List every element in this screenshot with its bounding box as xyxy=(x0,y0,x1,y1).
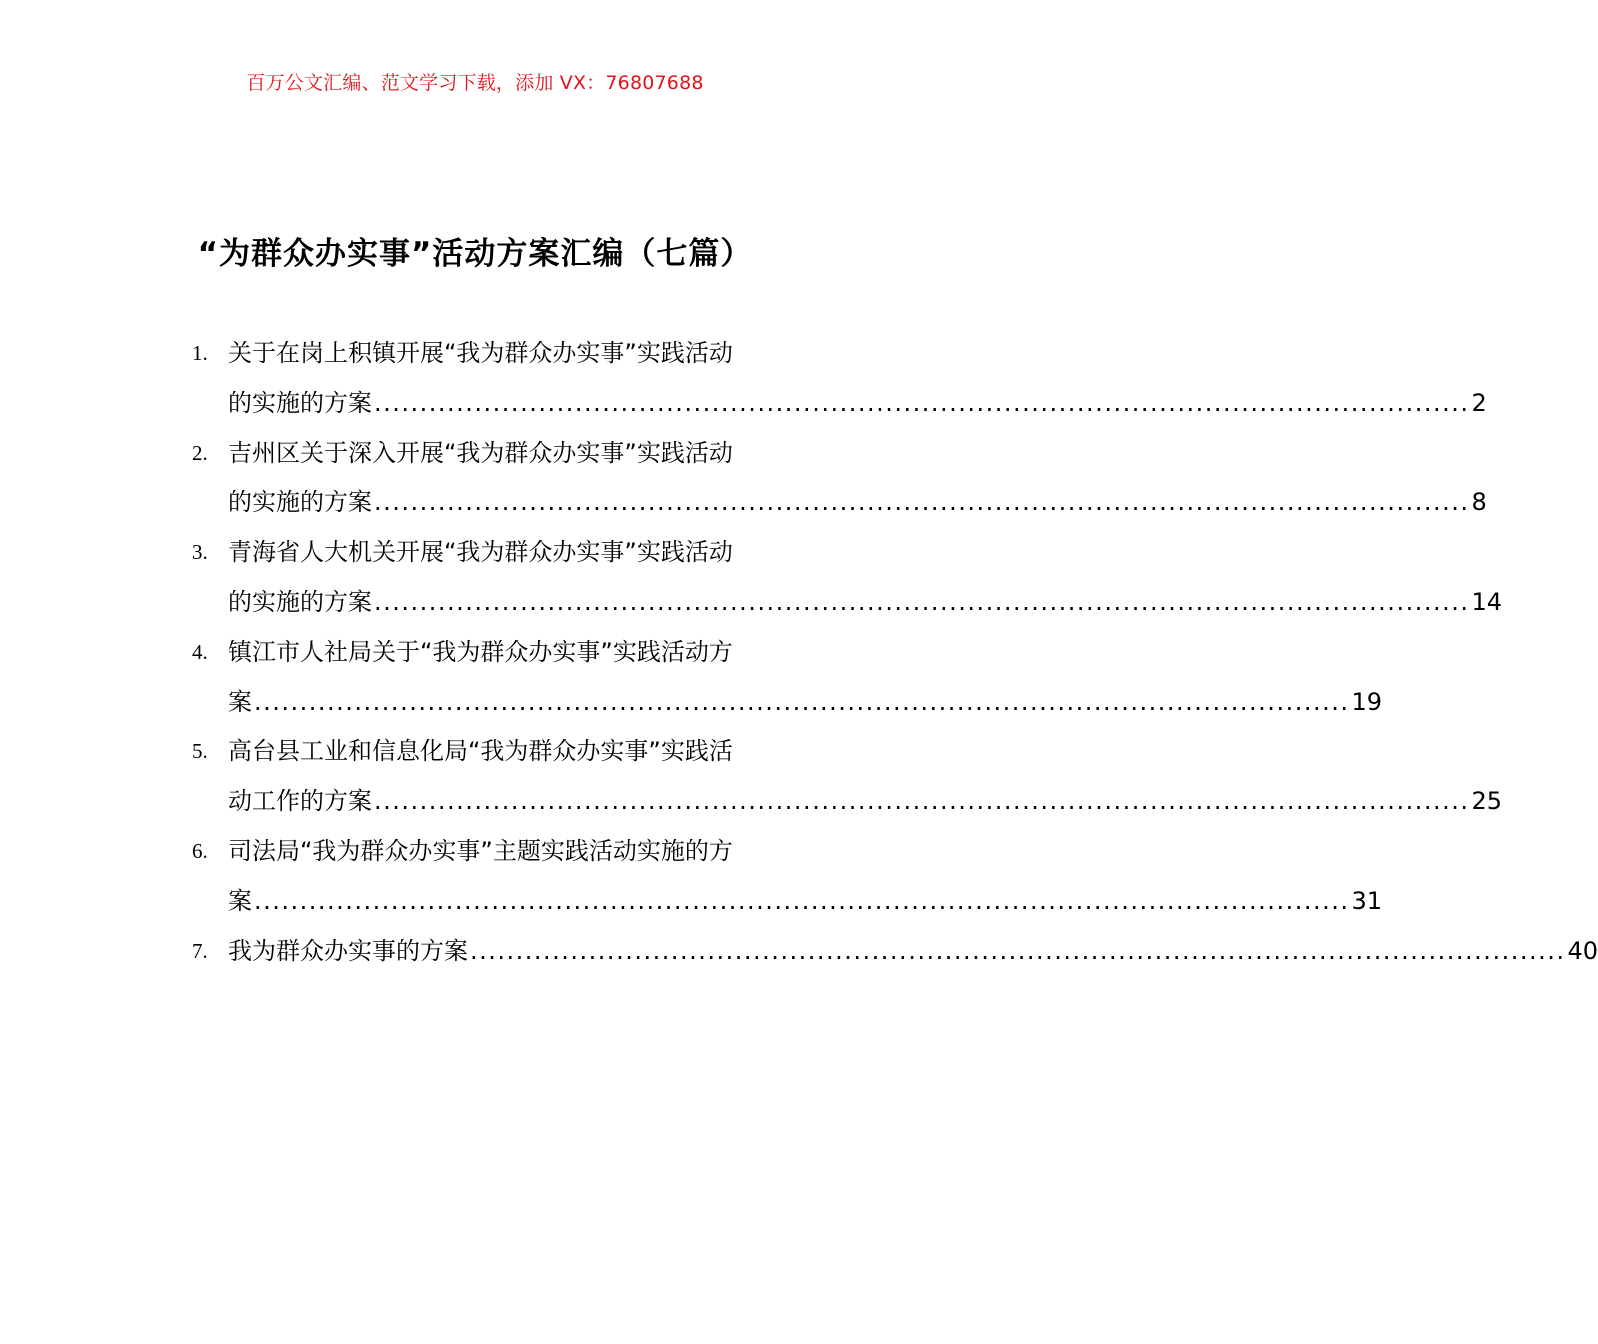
toc-entry-last-line xyxy=(228,777,1503,827)
toc-leader-dots: ........................................................................................................................ xyxy=(254,886,1350,915)
toc-page-number: 31 xyxy=(1351,886,1383,915)
toc-leader-dots: ........................................................................................................................ xyxy=(374,388,1470,417)
toc-leader-dots: ........................................................................................................................ xyxy=(470,936,1566,965)
toc-item-4[interactable] xyxy=(192,628,1383,728)
toc-page-number: 2 xyxy=(1471,388,1487,417)
toc-page-number: 14 xyxy=(1471,587,1503,616)
toc-title-line: 的实施的方案 xyxy=(228,388,372,417)
toc-item-3[interactable] xyxy=(192,528,1503,628)
toc-number: 2. xyxy=(192,440,208,465)
toc-item-2[interactable] xyxy=(192,429,1487,529)
toc-entry-last-line xyxy=(228,578,1503,628)
document-title: “为群众办实事”活动方案汇编（七篇） xyxy=(197,236,753,272)
toc-title-line: 的实施的方案 xyxy=(228,488,372,517)
toc-item-7[interactable] xyxy=(192,927,1598,977)
toc-item-5[interactable] xyxy=(192,727,1503,827)
toc-title-line: 镇江市人社局关于“我为群众办实事”实践活动方 xyxy=(228,637,733,666)
toc-title-line: 案 xyxy=(228,687,252,716)
toc-page-number: 8 xyxy=(1471,488,1487,517)
header-note: 百万公文汇编、范文学习下载，添加 VX：76807688 xyxy=(246,72,704,94)
toc-leader-dots: ........................................................................................................................ xyxy=(374,587,1470,616)
table-of-contents xyxy=(192,329,1598,976)
toc-title-line: 青海省人大机关开展“我为群众办实事”实践活动 xyxy=(228,538,733,567)
toc-leader-dots: ........................................................................................................................ xyxy=(374,488,1470,517)
toc-title-line: 的实施的方案 xyxy=(228,587,372,616)
toc-entry-last-line xyxy=(228,877,1383,927)
toc-title-line: 高台县工业和信息化局“我为群众办实事”实践活 xyxy=(228,737,733,766)
toc-title-line: 关于在岗上积镇开展“我为群众办实事”实践活动 xyxy=(228,339,733,367)
toc-item-6[interactable] xyxy=(192,827,1383,927)
toc-leader-dots: ........................................................................................................................ xyxy=(374,787,1470,816)
toc-entry-last-line xyxy=(228,927,1598,977)
toc-number: 4. xyxy=(192,639,208,664)
toc-number: 5. xyxy=(192,739,208,764)
toc-title-line: 吉州区关于深入开展“我为群众办实事”实践活动 xyxy=(228,438,733,467)
toc-entry-last-line xyxy=(228,478,1487,528)
toc-number: 6. xyxy=(192,838,208,863)
toc-title-line: 我为群众办实事的方案 xyxy=(228,936,468,965)
toc-entry-last-line xyxy=(228,379,1487,429)
toc-title-line: 案 xyxy=(228,886,252,915)
toc-title-line: 动工作的方案 xyxy=(228,787,372,816)
toc-page-number: 25 xyxy=(1471,787,1503,816)
toc-number: 7. xyxy=(192,938,208,963)
toc-page-number: 40 xyxy=(1567,936,1598,965)
toc-entry-last-line xyxy=(228,678,1383,728)
toc-number: 1. xyxy=(192,341,208,365)
toc-item-1[interactable] xyxy=(192,329,1487,429)
toc-page-number: 19 xyxy=(1351,687,1383,716)
toc-leader-dots: ........................................................................................................................ xyxy=(254,687,1350,716)
toc-title-line: 司法局“我为群众办实事”主题实践活动实施的方 xyxy=(228,836,733,865)
toc-number: 3. xyxy=(192,540,208,565)
